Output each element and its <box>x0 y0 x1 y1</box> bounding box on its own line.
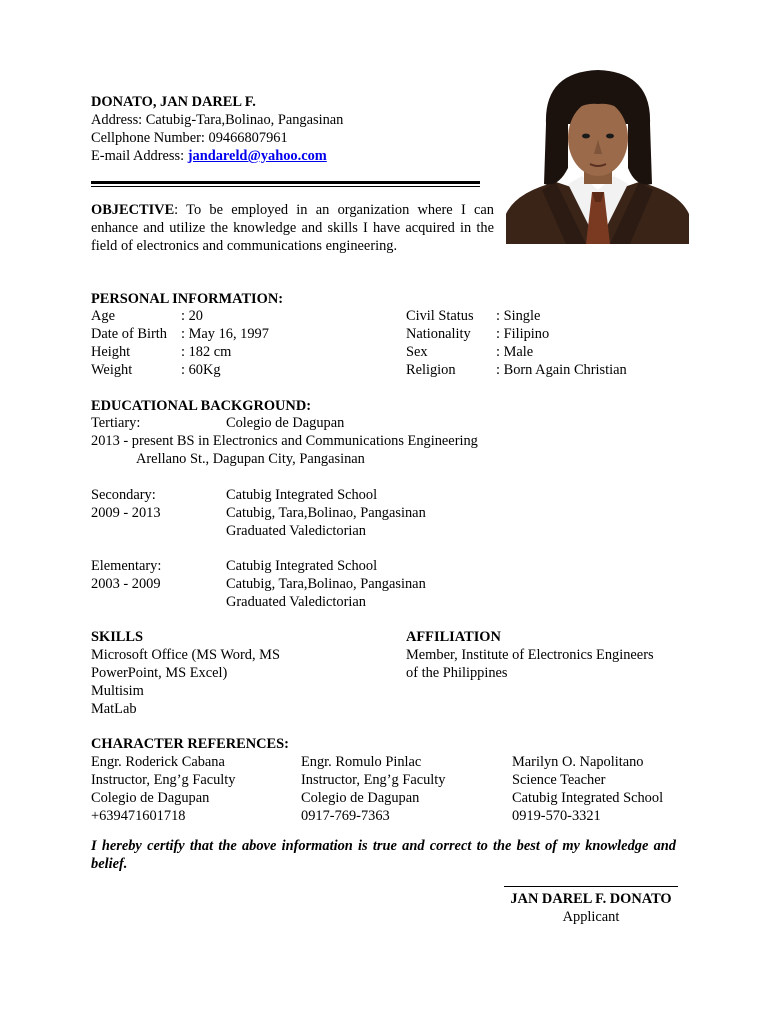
signature-role: Applicant <box>562 909 620 925</box>
personal-nationality-value: : Filipino <box>496 326 550 342</box>
elementary-school: Catubig Integrated School <box>226 558 378 574</box>
objective-paragraph <box>91 201 494 255</box>
personal-civil-status-value: : Single <box>496 308 541 324</box>
secondary-address: Catubig, Tara,Bolinao, Pangasinan <box>226 505 426 521</box>
applicant-photo <box>506 64 689 244</box>
reference-name: Engr. Roderick Cabana <box>91 754 225 770</box>
references-heading: CHARACTER REFERENCES: <box>91 736 289 752</box>
elementary-address: Catubig, Tara,Bolinao, Pangasinan <box>226 576 426 592</box>
reference-phone: 0917-769-7363 <box>301 808 390 824</box>
certification-statement: I hereby certify that the above information is true and correct to the best of my knowledge and belief. <box>91 838 676 872</box>
personal-info-heading: PERSONAL INFORMATION: <box>91 291 284 307</box>
reference-title: Science Teacher <box>512 772 606 788</box>
email-line <box>91 147 327 165</box>
elementary-years: 2003 - 2009 <box>91 576 161 592</box>
tertiary-label: Tertiary: <box>91 415 141 431</box>
reference-phone: +639471601718 <box>91 808 186 824</box>
skills-item: PowerPoint, MS Excel) <box>91 665 228 681</box>
reference-org: Colegio de Dagupan <box>301 790 420 806</box>
address: Address: Catubig-Tara,Bolinao, Pangasinan <box>91 112 344 128</box>
personal-height-value: : 182 cm <box>181 344 232 360</box>
skills-heading: SKILLS <box>91 629 143 645</box>
secondary-school: Catubig Integrated School <box>226 487 378 503</box>
personal-religion-label: Religion <box>406 362 456 378</box>
personal-weight-label: Weight <box>91 362 133 378</box>
reference-name: Marilyn O. Napolitano <box>512 754 644 770</box>
header-divider-thick <box>91 181 480 184</box>
tertiary-degree: 2013 - present BS in Electronics and Communications Engineering <box>91 433 478 449</box>
signature-name: JAN DAREL F. DONATO <box>510 891 672 907</box>
personal-sex-value: : Male <box>496 344 534 360</box>
personal-weight-value: : 60Kg <box>181 362 221 378</box>
reference-title: Instructor, Eng’g Faculty <box>301 772 446 788</box>
personal-dob-value: : May 16, 1997 <box>181 326 269 342</box>
personal-sex-label: Sex <box>406 344 428 360</box>
reference-name: Engr. Romulo Pinlac <box>301 754 422 770</box>
elementary-honor: Graduated Valedictorian <box>226 594 366 610</box>
cellphone-number: Cellphone Number: 09466807961 <box>91 130 288 146</box>
affiliation-line: Member, Institute of Electronics Engineers <box>406 647 654 663</box>
tertiary-school: Colegio de Dagupan <box>226 415 345 431</box>
signature-line <box>504 886 678 887</box>
applicant-photo-illustration <box>506 64 689 244</box>
secondary-honor: Graduated Valedictorian <box>226 523 366 539</box>
affiliation-line: of the Philippines <box>406 665 508 681</box>
personal-nationality-label: Nationality <box>406 326 471 342</box>
tertiary-address: Arellano St., Dagupan City, Pangasinan <box>136 451 365 467</box>
email-link[interactable]: jandareld@yahoo.com <box>187 148 327 164</box>
reference-org: Colegio de Dagupan <box>91 790 210 806</box>
reference-title: Instructor, Eng’g Faculty <box>91 772 236 788</box>
objective-text: : To be employed in an organization where I can enhance and utilize the knowledge and skills I have acquired in the field of electronics and communications engineering. <box>91 202 494 254</box>
secondary-years: 2009 - 2013 <box>91 505 161 521</box>
header-divider-thin <box>91 186 480 187</box>
personal-civil-status-label: Civil Status <box>406 308 474 324</box>
skills-item: Microsoft Office (MS Word, MS <box>91 647 280 663</box>
affiliation-heading: AFFILIATION <box>406 629 501 645</box>
personal-age-label: Age <box>91 308 115 324</box>
reference-org: Catubig Integrated School <box>512 790 664 806</box>
elementary-label: Elementary: <box>91 558 162 574</box>
personal-height-label: Height <box>91 344 131 360</box>
personal-dob-label: Date of Birth <box>91 326 167 342</box>
applicant-name: DONATO, JAN DAREL F. <box>91 94 256 110</box>
secondary-label: Secondary: <box>91 487 156 503</box>
personal-age-value: : 20 <box>181 308 203 324</box>
reference-phone: 0919-570-3321 <box>512 808 601 824</box>
skills-item: MatLab <box>91 701 137 717</box>
personal-religion-value: : Born Again Christian <box>496 362 627 378</box>
skills-item: Multisim <box>91 683 144 699</box>
objective-label: OBJECTIVE <box>91 202 175 218</box>
email-label: E-mail Address: <box>91 148 188 164</box>
education-heading: EDUCATIONAL BACKGROUND: <box>91 398 312 414</box>
